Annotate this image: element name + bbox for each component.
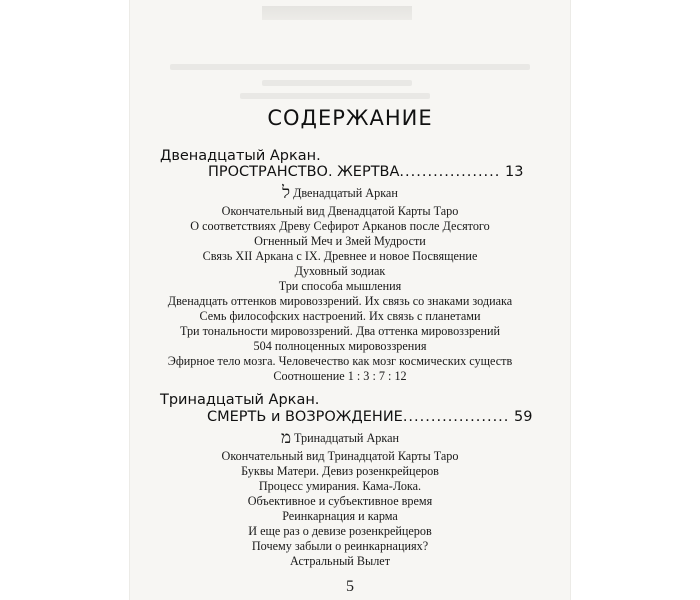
section-subtitle-row	[208, 164, 523, 180]
list-item: Реинкарнация и карма	[282, 509, 398, 523]
list-item: Окончательный вид Тринадцатой Карты Таро	[221, 449, 459, 463]
page-title: СОДЕРЖАНИЕ	[267, 106, 433, 130]
section-subtitle: СМЕРТЬ и ВОЗРОЖДЕНИЕ	[207, 409, 403, 425]
dot-leader: ..................	[399, 164, 501, 180]
section-subtitle: ПРОСТРАНСТВО. ЖЕРТВА	[208, 164, 400, 180]
list-item: מ Тринадцатый Аркан	[280, 428, 400, 448]
list-item: Три тональности мировоззрений. Два оттенка мировоззрений	[179, 324, 501, 338]
list-item: Связь XII Аркана с IX. Древнее и новое Посвящение	[202, 249, 478, 263]
list-item: Соотношение 1 : 3 : 7 : 12	[273, 369, 407, 383]
list-item: 504 полноценных мировоззрения	[253, 339, 427, 353]
list-item: Эфирное тело мозга. Человечество как мозг космических существ	[167, 354, 513, 368]
list-item: Окончательный вид Двенадцатой Карты Таро	[221, 204, 459, 218]
bleed-through-line	[262, 80, 412, 86]
list-item: О соответствиях Древу Сефирот Арканов после Десятого	[190, 219, 490, 233]
hebrew-lamed-glyph: ל	[282, 183, 291, 203]
bleed-through-header	[262, 6, 412, 20]
section-page-number: 13	[505, 164, 524, 180]
bleed-through-line	[170, 64, 530, 70]
list-item: Двенадцать оттенков мировоззрений. Их связь со знаками зодиака	[167, 294, 513, 308]
section-heading: Двенадцатый Аркан.	[160, 148, 321, 164]
dot-leader: ...................	[402, 409, 510, 425]
page-number: 5	[346, 578, 354, 595]
list-item: Семь философских настроений. Их связь с планетами	[199, 309, 481, 323]
list-item: Огненный Меч и Змей Мудрости	[254, 234, 426, 248]
list-item: Духовный зодиак	[294, 264, 386, 278]
hebrew-mem-glyph: מ	[280, 428, 292, 448]
section-heading: Тринадцатый Аркан.	[160, 392, 320, 408]
list-item: Почему забыли о реинкарнациях?	[251, 539, 429, 553]
bleed-through-line	[240, 93, 430, 99]
list-item: Процесс умирания. Кама-Лока.	[258, 479, 422, 493]
list-item: Астральный Вылет	[289, 554, 391, 568]
section-subtitle-row	[207, 409, 532, 425]
list-item: И еще раз о девизе розенкрейцеров	[248, 524, 432, 538]
list-item: ל Двенадцатый Аркан	[282, 183, 398, 203]
list-item: Объективное и субъективное время	[247, 494, 433, 508]
list-item: Три способа мышления	[278, 279, 402, 293]
section-page-number: 59	[514, 409, 533, 425]
list-item: Буквы Матери. Девиз розенкрейцеров	[241, 464, 439, 478]
